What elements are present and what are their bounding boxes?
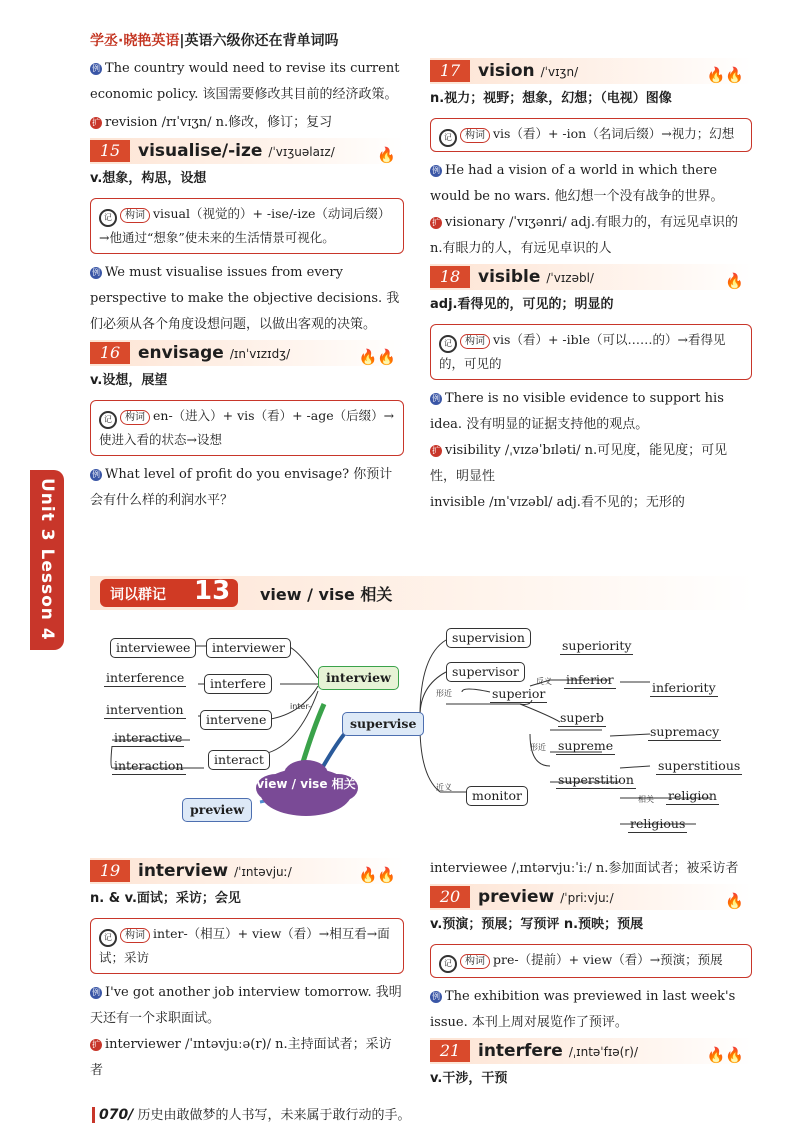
- word-header-20: [430, 884, 752, 910]
- group-label: 词以群记: [110, 587, 166, 603]
- node-interviewee: interviewee: [110, 638, 196, 658]
- word-header-16: [90, 340, 404, 366]
- node-supreme: supreme: [558, 738, 614, 753]
- node-preview: preview: [182, 798, 252, 822]
- formation-icon: 记: [99, 411, 117, 429]
- extend-icon: 扩: [92, 118, 100, 127]
- mind-map-center: view / vise 相关: [256, 777, 356, 791]
- unit-side-tab: [30, 470, 64, 650]
- example-icon: 例: [432, 394, 440, 403]
- word-formation-box: 记 构词 pre-（提前）+ view（看）→预演；预展: [430, 944, 752, 978]
- headword: visible /ˈvɪzəbl/: [478, 267, 594, 287]
- word-header-21: [430, 1038, 752, 1064]
- word-number: 20: [430, 886, 470, 908]
- node-intervention: intervention: [106, 702, 184, 717]
- right-column-top: [430, 56, 752, 516]
- example-icon: 例: [92, 64, 100, 73]
- pos-definition: v.想象，构思，设想: [90, 171, 207, 186]
- example-vision: 例 He had a vision of a world in which there would be no wars. 他幻想一个没有战争的世界。: [430, 163, 724, 204]
- word-number: 17: [430, 60, 470, 82]
- example-envisage: 例 What level of profit do you envisage? 你预计会有什么样的利润水平？: [90, 467, 393, 508]
- formation-icon: 记: [439, 129, 457, 147]
- ext-visibility: 扩 visibility /ˌvɪzəˈbɪləti/ n.可见度，能见度；可见性，明显性: [430, 443, 728, 484]
- example-interview: 例 I've got another job interview tomorrow. 我明天还有一个求职面试。: [90, 985, 402, 1026]
- page-footer: [92, 1104, 411, 1123]
- word-number: 21: [430, 1040, 470, 1062]
- formation-tag: 构词: [120, 928, 150, 943]
- formation-tag: 构词: [120, 410, 150, 425]
- label-inter-prefix: inter-: [290, 702, 312, 711]
- example-visualise: 例 We must visualise issues from every perspective to make the objective decisions. 我们必须从各个角度设想问题，以做出客观的决策。: [90, 265, 400, 332]
- extend-icon: 扩: [92, 1040, 100, 1049]
- headword: interfere /ˌɪntəˈfɪə(r)/: [478, 1041, 639, 1061]
- book-title: 英语六级你还在背单词吗: [184, 33, 339, 49]
- label-related: 相关: [638, 795, 654, 804]
- extend-icon: 扩: [432, 218, 440, 227]
- frequency-flame-icon: 🔥: [725, 892, 744, 910]
- node-interaction: interaction: [114, 758, 184, 773]
- node-interview: interview: [318, 666, 399, 690]
- header-sep: |: [179, 33, 185, 49]
- frequency-flame-icon: 🔥🔥: [706, 66, 744, 84]
- ext-visionary: 扩 visionary /ˈvɪʒənri/ adj.有眼力的，有远见卓识的 n.有眼力的人，有远见卓识的人: [430, 215, 738, 256]
- page-number: 070/: [92, 1107, 133, 1123]
- word-header-18: [430, 264, 752, 290]
- ext-interviewee: interviewee /ˌɪntərvjuːˈiː/ n.参加面试者；被采访者: [430, 861, 739, 876]
- pos-definition: v.设想，展望: [90, 373, 168, 388]
- word-formation-box: 记 构词 visual（视觉的）+ -ise/-ize（动词后缀）→他通过“想象”使未来的生活情景可视化。: [90, 198, 404, 254]
- word-header-17: [430, 58, 752, 84]
- node-intervene: intervene: [200, 710, 272, 730]
- word-header-19: [90, 858, 404, 884]
- headword: vision /ˈvɪʒn/: [478, 61, 579, 81]
- brand: 学丞·晓艳英语: [90, 33, 180, 49]
- group-number: 13: [194, 576, 231, 606]
- node-supervisor: supervisor: [446, 662, 525, 682]
- word-header-15: [90, 138, 404, 164]
- label-antonym: 反义: [536, 677, 552, 686]
- formation-icon: 记: [99, 209, 117, 227]
- pos-definition: v.干涉，干预: [430, 1071, 508, 1086]
- word-formation-box: 记 构词 vis（看）+ -ion（名词后缀）→视力；幻想: [430, 118, 752, 152]
- frequency-flame-icon: 🔥: [377, 146, 396, 164]
- ext-interviewer: 扩 interviewer /ˈɪntəvjuːə(r)/ n.主持面试者；采访者: [90, 1037, 392, 1078]
- node-interviewer: interviewer: [206, 638, 291, 658]
- example-icon: 例: [92, 470, 100, 479]
- formation-tag: 构词: [460, 334, 490, 349]
- node-superstitious: superstitious: [658, 758, 741, 773]
- example-icon: 例: [432, 166, 440, 175]
- example-icon: 例: [432, 992, 440, 1001]
- mind-map: [90, 616, 754, 846]
- formation-tag: 构词: [120, 208, 150, 223]
- pos-definition: n. & v.面试；采访；会见: [90, 891, 241, 906]
- group-tag: [100, 576, 238, 607]
- word-formation-box: 记 构词 vis（看）+ -ible（可以……的）→看得见的，可见的: [430, 324, 752, 380]
- headword: interview /ˈɪntəvjuː/: [138, 861, 292, 881]
- example-visible: 例 There is no visible evidence to support his idea. 没有明显的证据支持他的观点。: [430, 391, 724, 432]
- word-group-banner: [90, 576, 754, 610]
- headword: envisage /ɪnˈvɪzɪdʒ/: [138, 343, 291, 363]
- extend-icon: 扩: [432, 446, 440, 455]
- example-icon: 例: [92, 988, 100, 997]
- ext-invisible: invisible /ɪnˈvɪzəbl/ adj.看不见的；无形的: [430, 495, 685, 510]
- label-synonym: 近义: [436, 783, 452, 792]
- word-formation-box: 记 构词 inter-（相互）+ view（看）→相互看→面试；采访: [90, 918, 404, 974]
- group-title: view / vise 相关: [260, 585, 393, 604]
- footer-quote: 历史由敢做梦的人书写，未来属于敢行动的手。: [137, 1108, 411, 1123]
- label-similar-1: 形近: [436, 689, 452, 698]
- example-revise: 例 The country would need to revise its current economic policy. 该国需要修改其目前的经济政策。: [90, 61, 400, 102]
- frequency-flame-icon: 🔥🔥: [358, 348, 396, 366]
- label-similar-2: 形近: [530, 743, 546, 752]
- example-icon: 例: [92, 268, 100, 277]
- node-supervision: supervision: [446, 628, 531, 648]
- headword: preview /ˈpriːvjuː/: [478, 887, 614, 907]
- frequency-flame-icon: 🔥🔥: [706, 1046, 744, 1064]
- node-superb: superb: [560, 710, 604, 725]
- node-religion: religion: [668, 788, 717, 803]
- node-supremacy: supremacy: [650, 724, 720, 739]
- word-number: 16: [90, 342, 130, 364]
- frequency-flame-icon: 🔥🔥: [358, 866, 396, 884]
- word-number: 19: [90, 860, 130, 882]
- node-superstition: superstition: [558, 772, 634, 787]
- unit-lesson-label: Unit 3 Lesson 4: [37, 478, 57, 641]
- node-superior: superior: [492, 686, 546, 701]
- word-formation-box: 记 构词 en-（进入）+ vis（看）+ -age（后缀）→使进入看的状态→设想: [90, 400, 404, 456]
- formation-icon: 记: [439, 955, 457, 973]
- node-inferior: inferior: [566, 672, 614, 687]
- formation-tag: 构词: [460, 128, 490, 143]
- node-religious: religious: [630, 816, 686, 831]
- ext-revision: 扩 revision /rɪˈvɪʒn/ n.修改，修订；复习: [92, 115, 333, 130]
- node-inferiority: inferiority: [652, 680, 716, 695]
- node-supervise: supervise: [342, 712, 424, 736]
- headword: visualise/-ize /ˈvɪʒuəlaɪz/: [138, 141, 335, 161]
- word-number: 15: [90, 140, 130, 162]
- formation-icon: 记: [439, 335, 457, 353]
- pos-definition: n.视力；视野；想象，幻想；（电视）图像: [430, 91, 672, 106]
- node-interact: interact: [208, 750, 270, 770]
- formation-icon: 记: [99, 929, 117, 947]
- running-header: [90, 30, 338, 50]
- node-superiority: superiority: [562, 638, 632, 653]
- pos-definition: v.预演；预展；写预评 n.预映；预展: [430, 917, 644, 932]
- node-interfere: interfere: [204, 674, 272, 694]
- node-interactive: interactive: [114, 730, 183, 745]
- frequency-flame-icon: 🔥: [725, 272, 744, 290]
- node-interference: interference: [106, 670, 185, 685]
- right-column-bottom: [430, 856, 752, 1092]
- left-column-top: [90, 56, 404, 514]
- node-monitor: monitor: [466, 786, 528, 806]
- pos-definition: adj.看得见的，可见的；明显的: [430, 297, 614, 312]
- formation-tag: 构词: [460, 954, 490, 969]
- left-column-bottom: [90, 856, 404, 1084]
- example-preview: 例 The exhibition was previewed in last week's issue. 本刊上周对展览作了预评。: [430, 989, 736, 1030]
- word-number: 18: [430, 266, 470, 288]
